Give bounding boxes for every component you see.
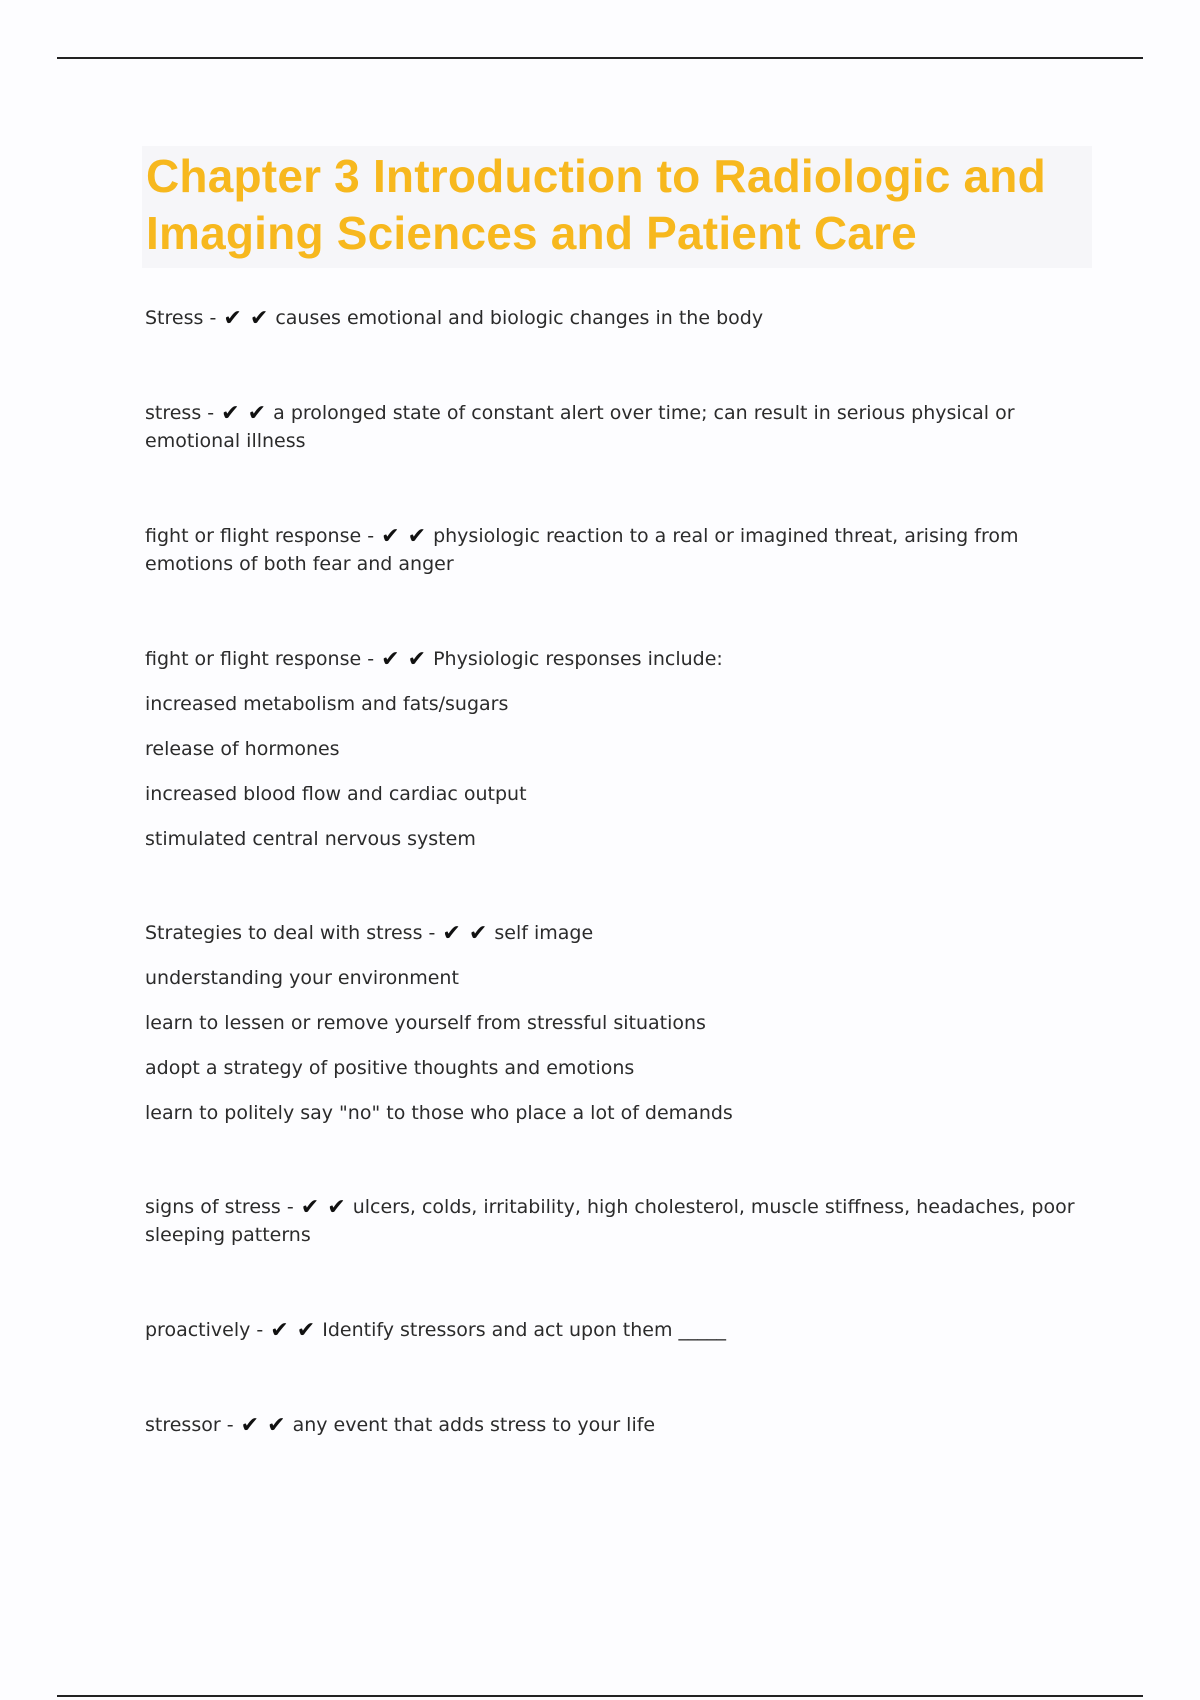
flashcard-definition: Identify stressors and act upon them _____ xyxy=(322,1319,727,1341)
flashcard-term: fight or flight response xyxy=(145,525,362,547)
separator: - xyxy=(361,525,381,547)
flashcard-term: Strategies to deal with stress xyxy=(145,922,423,944)
checkmark-icon: ✔ xyxy=(240,1413,260,1438)
checkmark-icon: ✔ xyxy=(381,647,400,672)
flashcard-term: stress xyxy=(145,402,202,424)
flashcard-main-line xyxy=(145,304,1075,332)
flashcard-main-line xyxy=(145,399,1075,455)
flashcard-sub-line: stimulated central nervous system xyxy=(145,828,476,850)
separator: - xyxy=(361,648,381,670)
flashcard-main-line xyxy=(145,645,1075,673)
flashcard-definition: a prolonged state of constant alert over time; can result in serious physical or emotional illness xyxy=(145,402,1015,452)
flashcard-main-line xyxy=(145,1193,1075,1249)
separator: - xyxy=(201,402,221,424)
separator: - xyxy=(250,1319,270,1341)
top-rule xyxy=(57,57,1143,59)
flashcard xyxy=(145,522,1075,578)
checkmark-icon: ✔ xyxy=(296,1318,316,1343)
flashcard-definition: self image xyxy=(494,922,594,944)
flashcard-definition: causes emotional and biologic changes in the body xyxy=(275,307,764,329)
flashcard-sub-line: release of hormones xyxy=(145,738,340,760)
flashcard-main-line xyxy=(145,919,1075,947)
flashcard-sub-line: increased metabolism and fats/sugars xyxy=(145,693,509,715)
flashcard-sub-line: learn to lessen or remove yourself from stressful situations xyxy=(145,1012,706,1034)
checkmark-icon: ✔ xyxy=(468,921,488,946)
bottom-rule xyxy=(57,1695,1143,1697)
flashcard xyxy=(145,304,1075,332)
checkmark-icon: ✔ xyxy=(327,1195,346,1220)
flashcard xyxy=(145,1316,1075,1344)
flashcard xyxy=(145,919,1075,1127)
page-title: Chapter 3 Introduction to Radiologic and Imaging Sciences and Patient Care xyxy=(146,150,1046,259)
flashcard-main-line xyxy=(145,1316,1075,1344)
flashcard-term: fight or flight response xyxy=(145,648,362,670)
separator: - xyxy=(280,1196,300,1218)
flashcard-term: signs of stress xyxy=(145,1196,281,1218)
flashcard-definition: physiologic reaction to a real or imagined threat, arising from emotions of both fear and anger xyxy=(145,525,1019,575)
checkmark-icon: ✔ xyxy=(267,1413,286,1438)
flashcard-main-line xyxy=(145,522,1075,578)
flashcard-definition: any event that adds stress to your life xyxy=(292,1414,656,1436)
checkmark-icon: ✔ xyxy=(300,1195,320,1220)
checkmark-icon: ✔ xyxy=(247,401,267,426)
flashcard-term: Stress xyxy=(145,307,204,329)
flashcard-definition: Physiologic responses include: xyxy=(433,648,723,670)
flashcard-main-line xyxy=(145,1411,1075,1439)
checkmark-icon: ✔ xyxy=(270,1318,289,1343)
separator: - xyxy=(203,307,223,329)
checkmark-icon: ✔ xyxy=(442,921,461,946)
checkmark-icon: ✔ xyxy=(381,524,400,549)
flashcard-sub-line: adopt a strategy of positive thoughts and emotions xyxy=(145,1057,635,1079)
flashcard xyxy=(145,399,1075,455)
flashcard-definition: ulcers, colds, irritability, high cholesterol, muscle stiffness, headaches, poor sleeping patterns xyxy=(145,1196,1075,1246)
flashcard-term: proactively xyxy=(145,1319,251,1341)
flashcard-sub-line: understanding your environment xyxy=(145,967,459,989)
checkmark-icon: ✔ xyxy=(223,306,242,331)
separator: - xyxy=(220,1414,240,1436)
checkmark-icon: ✔ xyxy=(407,524,427,549)
flashcard-sub-line: learn to politely say "no" to those who place a lot of demands xyxy=(145,1102,733,1124)
checkmark-icon: ✔ xyxy=(407,647,427,672)
flashcard-term: stressor xyxy=(145,1414,221,1436)
flashcard xyxy=(145,645,1075,853)
checkmark-icon: ✔ xyxy=(249,306,269,331)
checkmark-icon: ✔ xyxy=(221,401,240,426)
flashcard xyxy=(145,1411,1075,1439)
title-box xyxy=(142,146,1092,268)
flashcard xyxy=(145,1193,1075,1249)
flashcard-sub-line: increased blood flow and cardiac output xyxy=(145,783,527,805)
separator: - xyxy=(422,922,442,944)
